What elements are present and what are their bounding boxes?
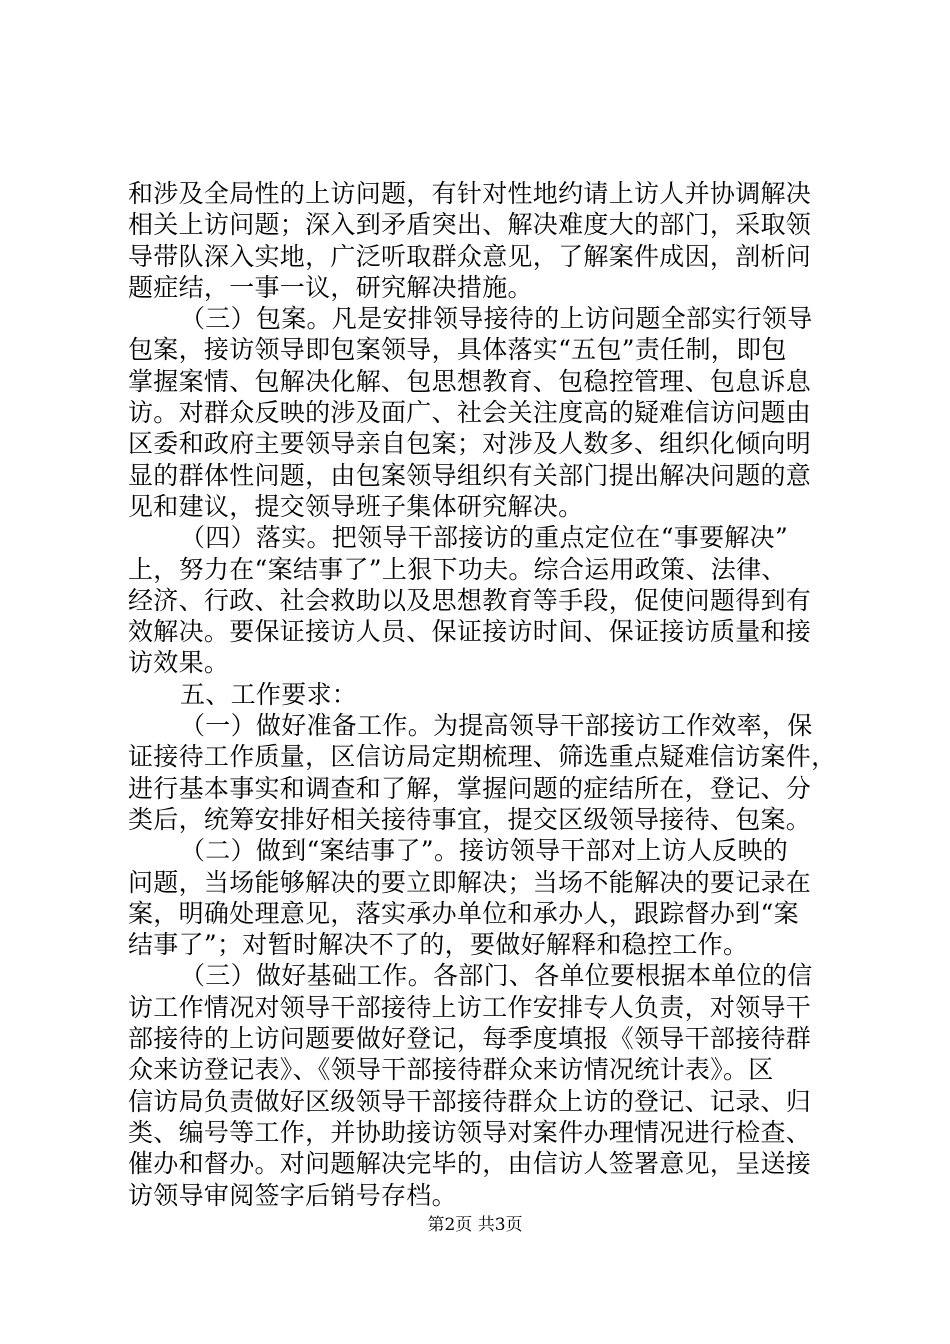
text-line: 催办和督办。对问题解决完毕的，由信访人签署意见，呈送接 bbox=[128, 1149, 812, 1179]
text-line: 经济、行政、社会救助以及思想教育等手段，促使问题得到有 bbox=[128, 585, 812, 615]
text-line: 问题，当场能够解决的要立即解决；当场不能解决的要记录在 bbox=[128, 867, 812, 897]
text-line: （三）包案。凡是安排领导接待的上访问题全部实行领导 bbox=[180, 304, 813, 334]
text-line: 掌握案情、包解决化解、包思想教育、包稳控管理、包息诉息 bbox=[128, 366, 812, 396]
text-line: 访工作情况对领导干部接待上访工作安排专人负责，对领导干 bbox=[128, 992, 812, 1022]
text-line: 众来访登记表》、《领导干部接待群众来访情况统计表》。区 bbox=[128, 1055, 774, 1085]
text-line: 类后，统筹安排好相关接待事宜，提交区级领导接待、包案。 bbox=[128, 804, 812, 834]
text-line: 和涉及全局性的上访问题，有针对性地约请上访人并协调解决 bbox=[128, 179, 812, 208]
text-line: 访领导审阅签字后销号存档。 bbox=[128, 1180, 457, 1210]
text-line: 相关上访问题；深入到矛盾突出、解决难度大的部门，采取领 bbox=[128, 210, 812, 240]
text-line: 显的群体性问题，由包案领导组织有关部门提出解决问题的意 bbox=[128, 460, 812, 490]
text-line: 信访局负责做好区级领导干部接待群众上访的登记、记录、归 bbox=[128, 1086, 812, 1116]
text-line: 包案，接访领导即包案领导，具体落实“五包”责任制，即包 bbox=[128, 335, 787, 365]
text-line: 证接待工作质量，区信访局定期梳理、筛选重点疑难信访案件， bbox=[128, 742, 837, 772]
text-line: 类、编号等工作，并协助接访领导对案件办理情况进行检查、 bbox=[128, 1117, 812, 1147]
text-line: （二）做到“案结事了”。接访领导干部对上访人反映的 bbox=[180, 836, 789, 866]
text-line: 导带队深入实地，广泛听取群众意见，了解案件成因，剖析问 bbox=[128, 241, 812, 271]
text-line: 进行基本事实和调查和了解，掌握问题的症结所在，登记、分 bbox=[128, 773, 812, 803]
text-line: 结事了”；对暂时解决不了的，要做好解释和稳控工作。 bbox=[128, 930, 749, 960]
text-line: 见和建议，提交领导班子集体研究解决。 bbox=[128, 491, 584, 521]
document-body bbox=[128, 178, 837, 1211]
page-number-footer: 第2页 共3页 bbox=[427, 1215, 523, 1235]
text-line: 题症结，一事一议，研究解决措施。 bbox=[128, 272, 533, 302]
text-line: 部接待的上访问题要做好登记，每季度填报《领导干部接待群 bbox=[128, 1024, 812, 1054]
text-line: 案，明确处理意见，落实承办单位和承办人，跟踪督办到“案 bbox=[128, 898, 799, 928]
text-line: 效解决。要保证接访人员、保证接访时间、保证接访质量和接 bbox=[128, 617, 812, 647]
text-line: 区委和政府主要领导亲自包案；对涉及人数多、组织化倾向明 bbox=[128, 429, 812, 459]
text-line: （一）做好准备工作。为提高领导干部接访工作效率，保 bbox=[180, 711, 813, 741]
text-line: 访。对群众反映的涉及面广、社会关注度高的疑难信访问题由 bbox=[128, 398, 812, 428]
text-line: 访效果。 bbox=[128, 648, 230, 678]
text-line: 上，努力在“案结事了”上狠下功夫。综合运用政策、法律、 bbox=[128, 554, 787, 584]
text-line: （三）做好基础工作。各部门、各单位要根据本单位的信 bbox=[180, 961, 813, 991]
text-line: 五、工作要求： bbox=[180, 679, 358, 709]
text-line: （四）落实。把领导干部接访的重点定位在“事要解决” bbox=[180, 523, 789, 553]
